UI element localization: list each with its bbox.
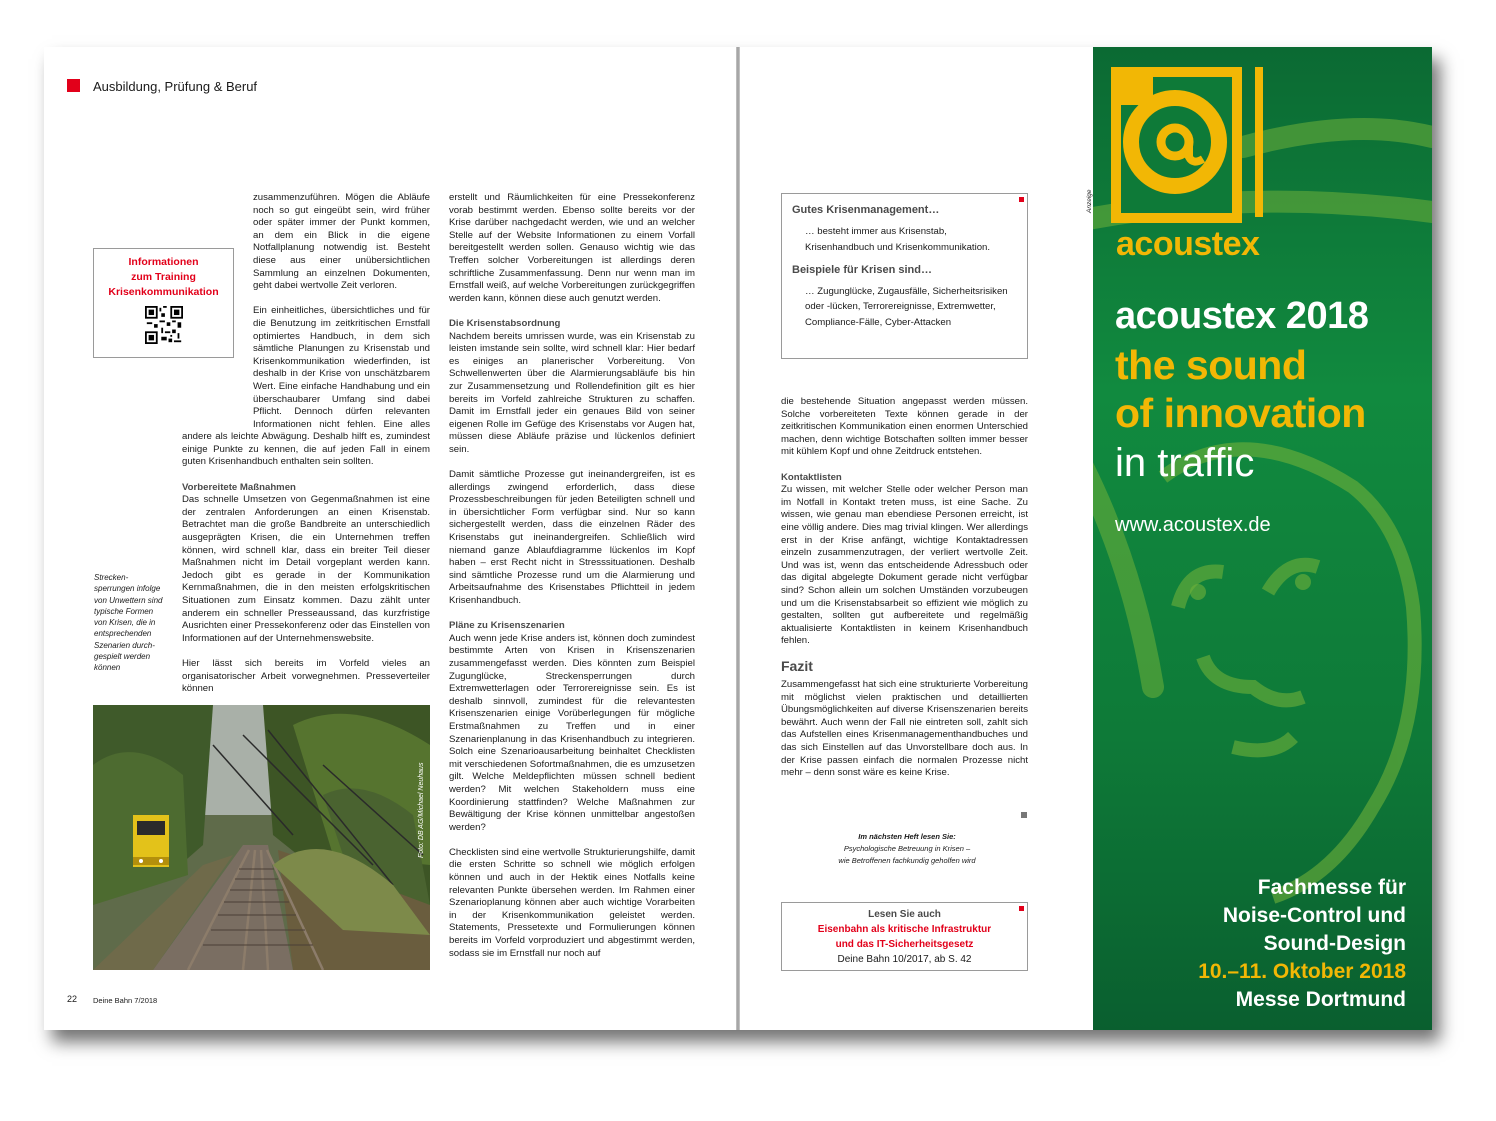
- infobox-title: Informationen: [128, 256, 199, 268]
- preview-line: Psychologische Betreuung in Krisen –: [843, 844, 971, 853]
- paragraph: Nachdem bereits umrissen wurde, was ein Krisenstab zu leisten imstande sein sollte, wird schnell klar: Hier bedarf es einiges an planerischer Vorbereitung. Von Schwellenwerten über die Alarmierungsabläufe bis hin zur Zusammensetzung und Rollendefinition gilt es hier bereits im Vorfeld zahlreiche Strukturen zu schaffen. Damit im Ernstfall jeder ein genaues Bild von seiner eigenen Rolle im Gefüge des Krisenstabs vor Augen hat, müssen diese Abläufe präzise und lückenlos definiert sein.: [449, 330, 695, 455]
- box-corner-marker: [1019, 197, 1024, 202]
- page-number: 22: [67, 994, 78, 1004]
- box-heading: Beispiele für Krisen sind…: [792, 263, 932, 276]
- section-marker: [67, 79, 80, 92]
- paragraph: die bestehende Situation angepasst werden müssen. Solche vorbereiteten Texte können gerade in der zeitkritischen Kommunikation einen enormen Unterschied machen, denn wichtige Botschaften sollten immer besser mit kühlem Kopf und ohne Zeitdruck entstehen.: [781, 396, 1028, 458]
- end-mark: [1021, 812, 1027, 818]
- ad-event-venue: Messe Dortmund: [1235, 988, 1406, 1011]
- crisis-management-box: [781, 193, 1028, 359]
- ad-tagline: [1115, 341, 1366, 437]
- paragraph: Checklisten sind eine wertvolle Strukturierungshilfe, damit die ersten Schritte so schnell wie möglich erfolgen können und auch in der Hektik eines Notfalls keine relevanten Punkte übersehen werden. Im Rahmen einer Szenarioplanung können aber auch wichtige Vorarbeiten in der Krisenkommunikation geleistet werden. Statements, Pressetexte und Formulierungen können bereits im Vorfeld vorproduziert und abgestimmt werden, sodass sie im Ernstfall nur noch auf: [449, 846, 695, 959]
- photo-caption: Streckensperrungen infolge von Unwettern sind typische Formen von Krisen, die in entsprechenden Szenarien durchgespielt werden können: [94, 573, 163, 673]
- paragraph: Damit sämtliche Prozesse gut ineinandergreifen, ist es allerdings zwingend erforderlich, dass diese Prozessbeschreibungen für jeden Beteiligten schnell und in übersichtlicher Form verfügbar sind. Nur so kann sichergestellt werden, dass die einzelnen Räder des Krisenstabs gut ineinandergreifen. Schließlich wird niemand ganze Ablaufdiagramme lückenlos im Kopf haben – erst Recht nicht in Stresssituationen. Deshalb sind sämtliche Prozesse rund um die Alarmierung und Arbeitsaufnahme des Krisenstabes Pflichtteil in jedem Krisenhandbuch.: [449, 469, 695, 606]
- ad-event-line: Noise-Control und: [1222, 904, 1406, 927]
- ad-event-line: Sound-Design: [1263, 932, 1406, 955]
- issue-label: Deine Bahn 7/2018: [93, 996, 158, 1005]
- read-also-box[interactable]: [781, 902, 1028, 971]
- infobox-title: Krisenkommunikation: [108, 286, 219, 298]
- preview-line: Im nächsten Heft lesen Sie:: [858, 832, 956, 841]
- training-info-box-front[interactable]: [93, 248, 234, 358]
- photo-credit: Foto: DB AG/Michael Neuhaus: [418, 762, 425, 858]
- paragraph: Zu wissen, mit welcher Stelle oder welcher Person man im Notfall in Kontakt treten muss, ist eine Sache. Zu wissen, wie genau man ebendiese Personen erreicht, ist eine völlig andere. Dies mag trivial klingen. Wer allerdings erst in der Krise anfängt, wichtige Kontaktadressen einzeln zusammenzutragen, der verliert wertvolle Zeit. Und was ist, wenn das entscheidende Adressbuch oder das digital abgelegte Dokument gerade nicht verfügbar sind? Schon allein um solchen Umständen vorzubeugen und um die Krisenstabsarbeit so effizient wie möglich zu gestalten, sollten gut aufbereitete und regelmäßig aktualisierte Kontaktlisten in keinem Krisenhandbuch fehlen.: [781, 484, 1028, 647]
- paragraph: Hier lässt sich bereits im Vorfeld vieles an organisatorischer Arbeit vorwegnehmen. Presseverteiler können: [182, 657, 430, 695]
- paragraph: Auch wenn jede Krise anders ist, können doch zumindest bestimmte Arten von Krisen in Krisenszenarien zusammengefasst werden. Dies könnten zum Beispiel Zugunglücke, Streckensperrungen durch Extremwetterlagen oder Terrorereignisse sein. Es ist deshalb sinnvoll, zumindest für die relevantesten Krisenszenarien einige Vorüberlegungen für mögliche Erstmaßnahmen zu Treffen und in einer Szenarienplanung in das Krisenhandbuch zu integrieren. Solch eine Szenarioausarbeitung beinhaltet Checklisten mit verschiedenen Sofortmaßnahmen, die es umzusetzen gilt. Welche Meldepflichten müssen schnell bedient werden? Mit welchen Stakeholdern muss eine Koordinierung stattfinden? Welche Maßnahmen zur Bewältigung der Krise können unmittelbar angestoßen werden?: [449, 632, 695, 833]
- read-also-label: Lesen Sie auch: [868, 909, 941, 920]
- paragraph: zusammenzuführen. Mögen die Abläufe noch so gut eingeübt sein, wird früher oder später immer der Punkt kommen, an dem ein Blick in die eigene Notfallplanung notwendig ist. Besteht diese aus einer unübersichtlichen Sammlung an einzelnen Dokumenten, geht dabei wertvolle Zeit verloren.: [253, 192, 430, 292]
- qr-code-icon[interactable]: [145, 306, 183, 344]
- subheading: Vorbereitete Maßnahmen: [182, 481, 296, 493]
- ad-headline: acoustex 2018: [1115, 295, 1369, 337]
- box-corner-marker: [1019, 906, 1024, 911]
- acoustex-advertisement[interactable]: [1093, 47, 1432, 1030]
- read-also-title: Eisenbahn als kritische Infrastruktur: [817, 924, 992, 935]
- ad-tagline-line: of innovation: [1115, 390, 1366, 436]
- paragraph: Ein einheitliches, übersichtliches und für die Benutzung im zeitkritischen Ernstfall optimiertes Handbuch, in dem sich sämtliche Planungen zu Krisenstab und Krisenkommunikation wiederfinden, ist deshalb in der Krise von unschätzbarem Wert. Eine einfache Handhabung und ein überschaubarer Umfang sind dabei Pflicht. Dennoch dürfen relevanten Informationen nicht fehlen. Eine alles andere als leichte Abwägung. Deshalb hilft es, zumindest einige Punkte zu kennen, die auf jeden Fall in einem guten Krisenhandbuch enthalten sein sollten.: [182, 305, 430, 468]
- box-text: … besteht immer aus Krisenstab, Krisenhandbuch und Krisenkommunikation.: [805, 226, 991, 253]
- ad-brand-wordmark: acoustex: [1116, 225, 1260, 263]
- infobox-title: zum Training: [131, 271, 196, 283]
- ad-tagline-line: the sound: [1115, 342, 1307, 388]
- railway-photo-illustration: [93, 705, 430, 970]
- ad-event-line: Fachmesse für: [1257, 876, 1406, 899]
- section-label: Ausbildung, Prüfung & Beruf: [93, 79, 258, 94]
- column-3: [781, 396, 1028, 792]
- subheading: Pläne zu Krisenszenarien: [449, 620, 565, 632]
- page-gutter: [736, 47, 740, 1030]
- ad-event-date: 10.–11. Oktober 2018: [1198, 960, 1406, 983]
- paragraph: Das schnelle Umsetzen von Gegenmaßnahmen ist eine der zentralen Anforderungen an einen Krisenstab. Betrachtet man die große Bandbreite an unterschiedlich ausgeprägten Krisen, die ein Unternehmen treffen können, wird schnell klar, dass ein breiter Teil dieser Maßnahmen nicht im Detail vorgeplant werden kann. Jedoch gibt es gerade in der Kommunikation Kernmaßnahmen, die in den meisten erfolgskritischen Situationen zum Einsatz kommen. Dazu zählt unter anderem ein schneller Presseaussand, das kurzfristige Ausrichten einer Pressekonferenz oder das Einstellen von Informationen auf der Unternehmenswebsite.: [182, 494, 430, 644]
- railway-storm-photo: [93, 705, 430, 970]
- ad-label: Anzeige: [1086, 189, 1093, 213]
- ad-website-link[interactable]: www.acoustex.de: [1115, 514, 1271, 536]
- preview-line: wie Betroffenen fachkundig geholfen wird: [838, 856, 976, 865]
- box-text: … Zugunglücke, Zugausfälle, Sicherheitsrisiken oder -lücken, Terrorereignisse, Extremwetter, Compliance-Fälle, Cyber-Attacken: [805, 285, 1008, 329]
- paragraph: Zusammengefasst hat sich eine strukturierte Vorbereitung mit möglichst vielen praktischen und detaillierten Übungsmöglichkeiten auf diverse Krisenszenarien bereits bewährt. Auch wenn der Fall nie eintreten soll, zahlt sich das Aufstellen eines Krisenmanagementhandbuches und das sich Einstellen auf das Unvorstellbare doch aus. In der Krise passen einfach die normalen Prozesse nicht mehr – denn sonst wäre es keine Krise.: [781, 679, 1028, 779]
- ad-event-info: [1198, 874, 1406, 1014]
- column-2: [449, 192, 695, 973]
- read-also-ref: Deine Bahn 10/2017, ab S. 42: [837, 954, 972, 965]
- ad-subtagline: in traffic: [1115, 441, 1255, 485]
- subheading: Die Krisenstabsordnung: [449, 317, 561, 329]
- paragraph: erstellt und Räumlichkeiten für eine Pressekonferenz vorab bestimmt werden. Ebenso sollte bereits vor der Krise darüber nachgedacht werden, wie und an welcher Stelle auf der Website Informationen zu einem Vorfall bereitgestellt werden sollen. Genauso wichtig wie das Treffen solcher Vorbereitungen ist allerdings deren schriftliche Zusammenfassung. Denn nur wenn man im Ernstfall weiß, auf welche Vorbereitungen zurückgegriffen werden kann, können diese auch genutzt werden.: [449, 192, 695, 304]
- box-heading: Gutes Krisenmanagement…: [792, 204, 940, 216]
- read-also-title-2: und das IT-Sicherheitsgesetz: [835, 939, 974, 950]
- subheading-fazit: Fazit: [781, 658, 813, 675]
- next-issue-preview: [812, 831, 1002, 867]
- subheading: Kontaktlisten: [781, 471, 842, 483]
